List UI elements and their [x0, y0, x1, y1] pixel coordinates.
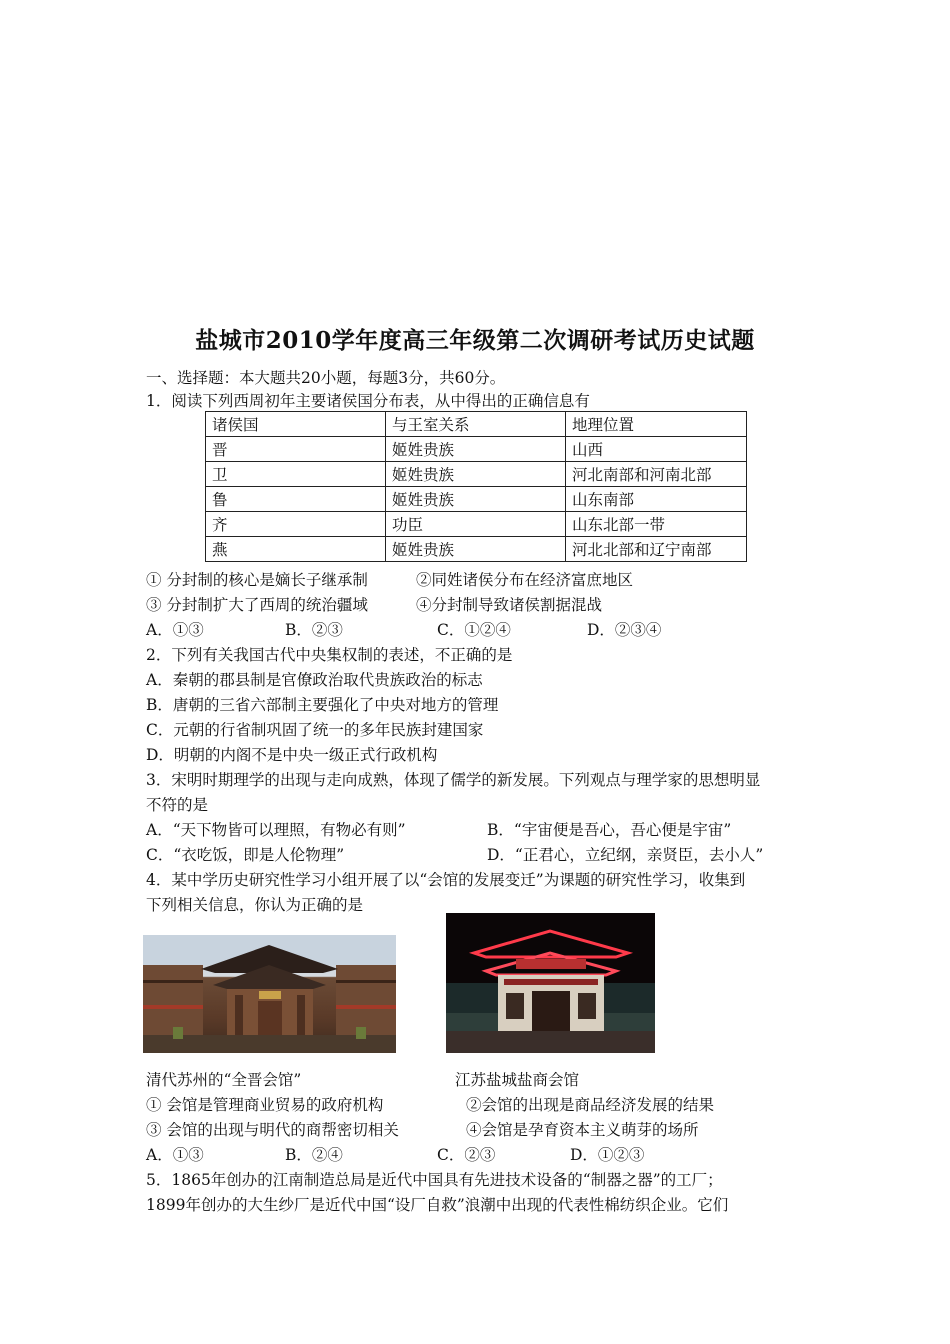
exam-title: 盐城市2010学年度高三年级第二次调研考试历史试题 — [195, 327, 755, 354]
table-cell: 山东北部一带 — [566, 512, 747, 537]
q4-stem-line-2: 下列相关信息，你认为正确的是 — [146, 896, 364, 914]
q1-option-b: B．②③ — [285, 621, 343, 639]
q4-stem-line-1: 4．某中学历史研究性学习小组开展了以“会馆的发展变迁”为课题的研究性学习，收集到 — [146, 871, 746, 889]
table-header-row — [206, 412, 747, 437]
table-cell: 姬姓贵族 — [386, 437, 566, 462]
table-row — [206, 487, 747, 512]
photo-caption-right: 江苏盐城盐商会馆 — [455, 1071, 580, 1089]
q4-statement-2: ②会馆的出现是商品经济发展的结果 — [466, 1096, 715, 1114]
table-cell: 姬姓贵族 — [386, 462, 566, 487]
table-cell: 卫 — [206, 462, 386, 487]
guild-hall-illustration — [143, 935, 396, 1053]
q4-statement-3: ③ 会馆的出现与明代的商帮密切相关 — [146, 1121, 399, 1139]
table-cell: 燕 — [206, 537, 386, 562]
table-header-cell: 与王室关系 — [386, 412, 566, 437]
q3-option-a: A．“天下物皆可以理照，有物必有则” — [146, 821, 406, 839]
table-cell: 齐 — [206, 512, 386, 537]
q2-option-b: B．唐朝的三省六部制主要强化了中央对地方的管理 — [146, 696, 499, 714]
q2-stem: 2．下列有关我国古代中央集权制的表述，不正确的是 — [146, 646, 513, 664]
q4-option-b: B．②④ — [285, 1146, 343, 1164]
q3-option-b: B．“宇宙便是吾心，吾心便是宇宙” — [487, 821, 732, 839]
table-cell: 姬姓贵族 — [386, 537, 566, 562]
q3-option-c: C．“衣吃饭，即是人伦物理” — [146, 846, 345, 864]
table-cell: 晋 — [206, 437, 386, 462]
q1-option-c: C．①②④ — [437, 621, 511, 639]
q5-stem-line-2: 1899年创办的大生纱厂是近代中国“设厂自救”浪潮中出现的代表性棉纺织企业。它们 — [146, 1196, 729, 1214]
q3-stem-line-1: 3．宋明时期理学的出现与走向成熟，体现了儒学的新发展。下列观点与理学家的思想明显 — [146, 771, 761, 789]
table-cell: 河北北部和辽宁南部 — [566, 537, 747, 562]
table-row — [206, 512, 747, 537]
guild-hall-photo — [143, 935, 396, 1053]
q2-option-d: D．明朝的内阁不是中央一级正式行政机构 — [146, 746, 438, 764]
salt-merchant-hall-photo — [446, 913, 655, 1053]
table-header-cell: 诸侯国 — [206, 412, 386, 437]
q1-option-d: D．②③④ — [587, 621, 662, 639]
q4-option-a: A．①③ — [146, 1146, 204, 1164]
q4-option-d: D．①②③ — [570, 1146, 645, 1164]
vassal-table — [205, 411, 747, 562]
salt-merchant-hall-illustration — [446, 913, 655, 1053]
q1-statement-3: ③ 分封制扩大了西周的统治疆域 — [146, 596, 368, 614]
table-cell: 功臣 — [386, 512, 566, 537]
q4-statement-1: ① 会馆是管理商业贸易的政府机构 — [146, 1096, 384, 1114]
table-cell: 姬姓贵族 — [386, 487, 566, 512]
table-cell: 鲁 — [206, 487, 386, 512]
q1-stem: 1．阅读下列西周初年主要诸侯国分布表，从中得出的正确信息有 — [146, 392, 590, 410]
q1-statement-4: ④分封制导致诸侯割据混战 — [416, 596, 603, 614]
q3-option-d: D．“正君心，立纪纲，亲贤臣，去小人” — [487, 846, 764, 864]
table-cell: 山西 — [566, 437, 747, 462]
table-header-cell: 地理位置 — [566, 412, 747, 437]
q2-option-c: C．元朝的行省制巩固了统一的多年民族封建国家 — [146, 721, 484, 739]
photo-caption-left: 清代苏州的“全晋会馆” — [146, 1071, 302, 1089]
table-row — [206, 462, 747, 487]
q1-option-a: A．①③ — [146, 621, 204, 639]
q4-statement-4: ④会馆是孕育资本主义萌芽的场所 — [466, 1121, 699, 1139]
q5-stem-line-1: 5．1865年创办的江南制造总局是近代中国具有先进技术设备的“制器之器”的工厂； — [146, 1171, 723, 1189]
q2-option-a: A．秦朝的郡县制是官僚政治取代贵族政治的标志 — [146, 671, 483, 689]
q3-stem-line-2: 不符的是 — [146, 796, 209, 814]
q4-option-c: C．②③ — [437, 1146, 496, 1164]
table-row — [206, 437, 747, 462]
section-heading: 一、选择题：本大题共20小题，每题3分，共60分。 — [146, 369, 506, 387]
q1-statement-2: ②同姓诸侯分布在经济富庶地区 — [416, 571, 634, 589]
table-row — [206, 537, 747, 562]
table-cell: 河北南部和河南北部 — [566, 462, 747, 487]
q1-statement-1: ① 分封制的核心是嫡长子继承制 — [146, 571, 368, 589]
table-cell: 山东南部 — [566, 487, 747, 512]
